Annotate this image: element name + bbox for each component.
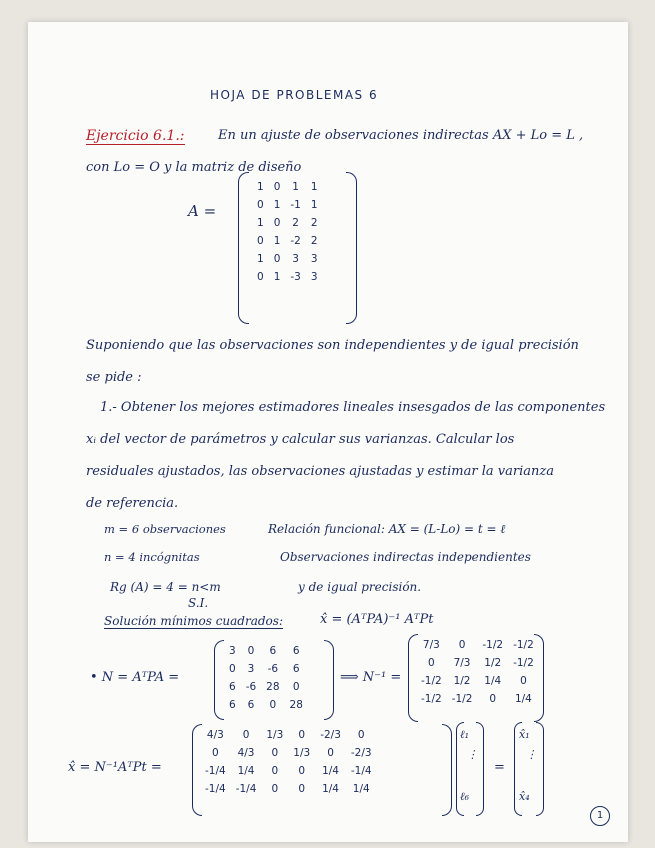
- n-label: • N = AᵀPA =: [90, 670, 180, 685]
- matrix-n-left-bracket: [214, 640, 224, 720]
- page-number: 1: [590, 806, 610, 826]
- assumption-line: Suponiendo que las observaciones son independientes y de igual precisión: [86, 338, 579, 353]
- vector-l-top: ℓ₁: [460, 728, 469, 741]
- note-si: S.I.: [188, 596, 209, 610]
- matrix-b: 4/3 0 1/3 0 -2/3 0 0 4/3 0 1/3 0 -2/3 -1/4 1/4 0 0 1/4 -1/4 -1/4 -1/4 0 0 1/4 1/4: [205, 729, 372, 795]
- vector-l-bottom: ℓ₆: [460, 790, 469, 803]
- matrix-b-right-bracket: [442, 724, 452, 816]
- item1-line-3: residuales ajustados, las observaciones ajustadas y estimar la varianza: [86, 464, 554, 479]
- item1-line-4: de referencia.: [86, 496, 179, 511]
- page-title: HOJA DE PROBLEMAS 6: [210, 88, 379, 102]
- item1-line-2: xᵢ del vector de parámetros y calcular sus varianzas. Calcular los: [86, 432, 515, 447]
- xhat-formula: x̂ = (AᵀPA)⁻¹ AᵀPt: [320, 612, 434, 627]
- equals-sign: =: [494, 760, 505, 775]
- request-line: se pide :: [86, 370, 142, 385]
- item1-line-1: 1.- Obtener los mejores estimadores lineales insesgados de las componentes: [100, 400, 606, 415]
- note-rank: Rg (A) = 4 = n<m: [110, 580, 221, 594]
- vector-x-right-bracket: [536, 722, 544, 816]
- vector-l-dots: ⋮: [467, 748, 478, 761]
- matrix-a: 1 0 1 1 0 1 -1 1 1 0 2 2 0 1 -2 2 1 0 3 3 0 1 -3 3: [257, 181, 318, 283]
- matrix-a-left-bracket: [238, 172, 249, 324]
- vector-x-dots: ⋮: [526, 748, 537, 761]
- matrix-n-right-bracket: [324, 640, 334, 720]
- matrix-a-label: A =: [188, 202, 217, 220]
- matrix-n: 3 0 6 6 0 3 -6 6 6 -6 28 0 6 6 0 28: [229, 645, 303, 711]
- note-functional: Relación funcional: AX = (L-Lo) = t = ℓ: [268, 522, 506, 536]
- note-observations: m = 6 observaciones: [104, 522, 226, 536]
- note-indirect: Observaciones indirectas independientes: [280, 550, 531, 564]
- matrix-ninv: 7/3 0 -1/2 -1/2 0 7/3 1/2 -1/2 -1/2 1/2 1/4 0 -1/2 -1/2 0 1/4: [421, 639, 534, 705]
- vector-x-bottom: x̂₄: [519, 790, 530, 803]
- note-unknowns: n = 4 incógnitas: [104, 550, 200, 564]
- intro-line-1: En un ajuste de observaciones indirectas AX + Lo = L ,: [218, 128, 584, 143]
- note-precision: y de igual precisión.: [298, 580, 422, 594]
- matrix-a-right-bracket: [346, 172, 357, 324]
- notebook-page: [28, 22, 628, 842]
- ninv-label: ⟹ N⁻¹ =: [340, 670, 402, 685]
- vector-l-right-bracket: [476, 722, 484, 816]
- xhat-label: x̂ = N⁻¹AᵀPt =: [68, 760, 162, 775]
- exercise-label: Ejercicio 6.1.:: [86, 128, 185, 144]
- vector-x-top: x̂₁: [519, 728, 530, 741]
- note-solution: Solución mínimos cuadrados:: [104, 614, 283, 628]
- intro-line-2: con Lo = O y la matriz de diseño: [86, 160, 302, 175]
